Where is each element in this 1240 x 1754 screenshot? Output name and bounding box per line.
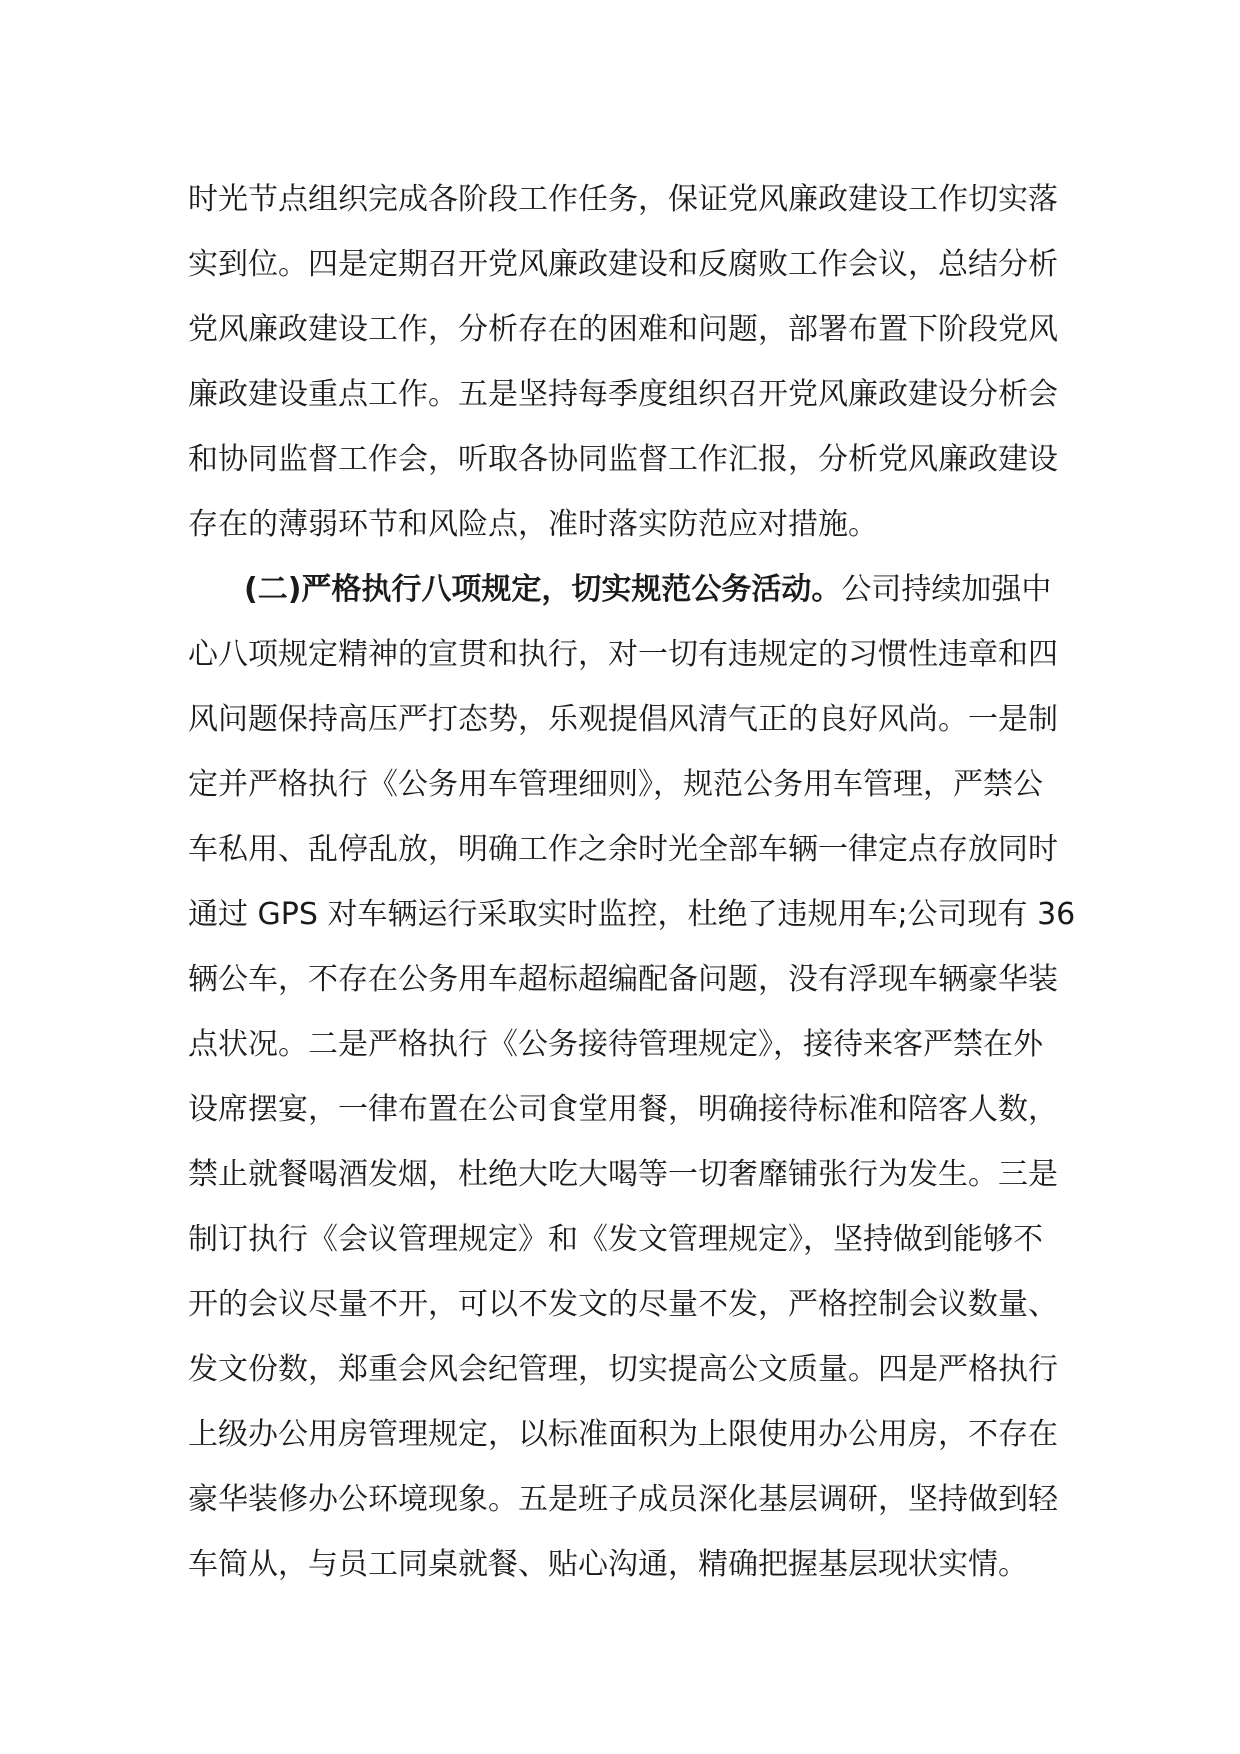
text-line: 党风廉政建设工作，分析存在的困难和问题，部署布置下阶段党风: [188, 312, 1058, 347]
text-line: 存在的薄弱环节和风险点，准时落实防范应对措施。: [188, 507, 878, 542]
document-body: [188, 167, 1076, 1597]
paragraph-2: [188, 557, 1076, 1597]
text-line: 风问题保持高压严打态势，乐观提倡风清气正的良好风尚。一是制: [188, 702, 1058, 737]
text-line: 定并严格执行《公务用车管理细则》，规范公务用车管理，严禁公: [188, 767, 1043, 802]
text-line: 点状况。二是严格执行《公务接待管理规定》，接待来客严禁在外: [188, 1027, 1043, 1062]
text-line: 和协同监督工作会，听取各协同监督工作汇报，分析党风廉政建设: [188, 442, 1058, 477]
text-line: 通过 GPS 对车辆运行采取实时监控，杜绝了违规用车;公司现有 36: [188, 897, 1076, 932]
text-line: 实到位。四是定期召开党风廉政建设和反腐败工作会议，总结分析: [188, 247, 1058, 282]
paragraph-1: [188, 167, 1058, 557]
text-line: 制订执行《会议管理规定》和《发文管理规定》，坚持做到能够不: [188, 1222, 1043, 1257]
section-heading: (二)严格执行八项规定，切实规范公务活动。: [244, 572, 842, 607]
text-line: 时光节点组织完成各阶段工作任务，保证党风廉政建设工作切实落: [188, 182, 1058, 217]
text-line-first: [188, 557, 1052, 622]
text-line: 车私用、乱停乱放，明确工作之余时光全部车辆一律定点存放同时: [188, 832, 1058, 867]
heading-line-rest: 公司持续加强中: [841, 572, 1052, 607]
text-line: 开的会议尽量不开，可以不发文的尽量不发，严格控制会议数量、: [188, 1287, 1058, 1322]
text-line: 辆公车，不存在公务用车超标超编配备问题，没有浮现车辆豪华装: [188, 962, 1058, 997]
text-line: 廉政建设重点工作。五是坚持每季度组织召开党风廉政建设分析会: [188, 377, 1058, 412]
text-line: 上级办公用房管理规定，以标准面积为上限使用办公用房，不存在: [188, 1417, 1058, 1452]
text-line: 设席摆宴，一律布置在公司食堂用餐，明确接待标准和陪客人数，: [188, 1092, 1058, 1127]
text-line: 心八项规定精神的宣贯和执行，对一切有违规定的习惯性违章和四: [188, 637, 1058, 672]
text-line: 禁止就餐喝酒发烟，杜绝大吃大喝等一切奢靡铺张行为发生。三是: [188, 1157, 1058, 1192]
text-line: 豪华装修办公环境现象。五是班子成员深化基层调研，坚持做到轻: [188, 1482, 1058, 1517]
text-line: 车简从，与员工同桌就餐、贴心沟通，精确把握基层现状实情。: [188, 1547, 1028, 1582]
text-line: 发文份数，郑重会风会纪管理，切实提高公文质量。四是严格执行: [188, 1352, 1058, 1387]
